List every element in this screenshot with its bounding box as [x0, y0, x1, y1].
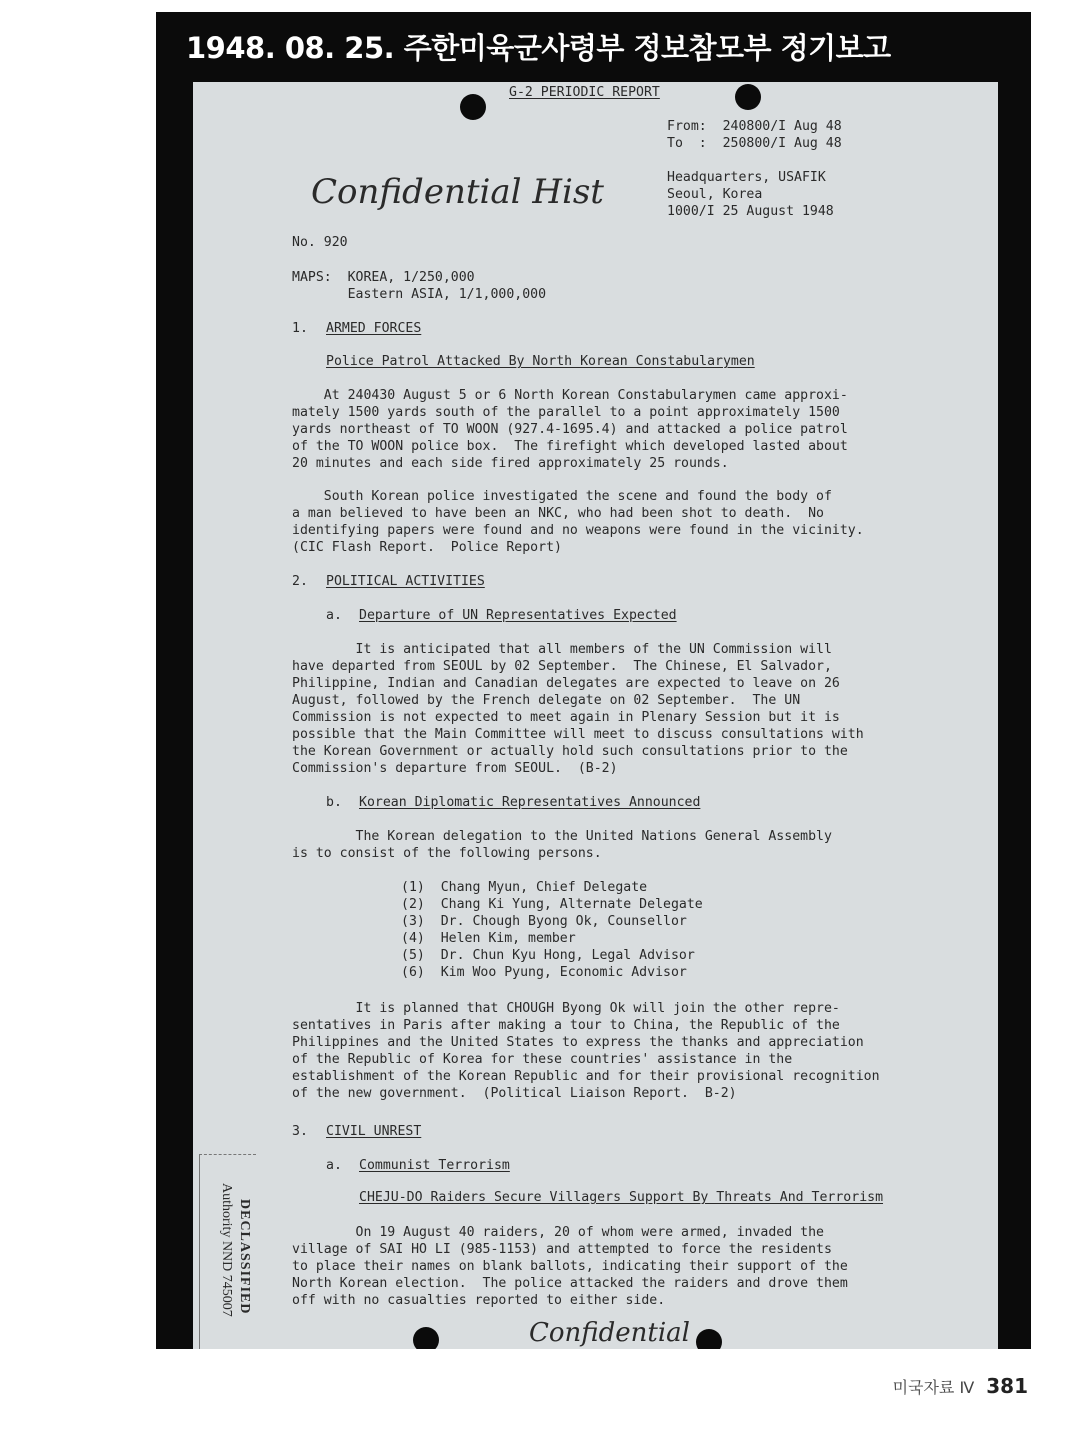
list-item: (3) Dr. Chough Byong Ok, Counsellor [401, 914, 687, 929]
subsection-title: Communist Terrorism [359, 1158, 510, 1173]
declassified-stamp [199, 1154, 256, 1349]
city-line: Seoul, Korea [667, 187, 763, 202]
handwritten-annotation: Confidential Hist [311, 172, 604, 212]
subsection-title: Police Patrol Attacked By North Korean Constabularymen [326, 354, 755, 369]
section-number: 2. [292, 574, 308, 589]
headquarters-line: Headquarters, USAFIK [667, 170, 826, 185]
section-title: ARMED FORCES [326, 321, 422, 336]
section-title: POLITICAL ACTIVITIES [326, 574, 485, 589]
to-line: To : 250800/I Aug 48 [667, 136, 842, 151]
paragraph: It is anticipated that all members of the UN Commission will have departed from SEOUL by 02 September. The Chinese, El Salvador, Philippine, Indian and Canadian delegates are expected to leave on 26 August, followed by the French delegate on 02 September. The UN Commission is not expected to meet again in Plenary Session but it is possible that the Main Committee will meet to discuss consultations with the Korean Government or actually hold such consultations prior to the Commission's departure from SEOUL. (B-2) [292, 642, 864, 776]
report-title: G-2 PERIODIC REPORT [509, 85, 660, 100]
punch-hole-icon [460, 94, 486, 120]
subsection-label: b. [326, 795, 342, 810]
punch-hole-icon [413, 1327, 439, 1349]
scanned-document [193, 82, 998, 1349]
paragraph: South Korean police investigated the scene and found the body of a man believed to have been an NKC, who had been shot to death. No identifying papers were found and no weapons were found in the vicinity. (CIC Flash Report. Police Report) [292, 489, 864, 555]
paragraph: The Korean delegation to the United Nations General Assembly is to consist of the following persons. [292, 829, 832, 861]
maps-line: MAPS: KOREA, 1/250,000 [292, 270, 475, 285]
paragraph: It is planned that CHOUGH Byong Ok will join the other repre- sentatives in Paris after making a tour to China, the Republic of the Philippines and the United States to express the thanks and appreciation of the Republic of Korea for these countries' assistance in the establishment of the Korean Republic and for their provisional recognition of the new government. (Political Liaison Report. B-2) [292, 1001, 880, 1101]
list-item: (5) Dr. Chun Kyu Hong, Legal Advisor [401, 948, 695, 963]
paragraph: At 240430 August 5 or 6 North Korean Constabularymen came approxi- mately 1500 yards south of the parallel to a point approximately 1500 yards northeast of TO WOON (927.4-1695.4) and attacked a police patrol of the TO WOON police box. The firefight which developed lasted about 20 minutes and each side fired approximately 25 rounds. [292, 388, 848, 471]
page-number: 381 [986, 1374, 1028, 1398]
punch-hole-icon [735, 84, 761, 110]
footer-label: 미국자료 Ⅳ [892, 1378, 975, 1397]
subsection-title: CHEJU-DO Raiders Secure Villagers Support By Threats And Terrorism [359, 1190, 884, 1205]
subsection-title: Korean Diplomatic Representatives Announced [359, 795, 701, 810]
date-line: 1000/I 25 August 1948 [667, 204, 834, 219]
list-item: (1) Chang Myun, Chief Delegate [401, 880, 648, 895]
page-footer [893, 1374, 1028, 1398]
report-number: No. 920 [292, 235, 348, 250]
subsection-label: a. [326, 608, 342, 623]
section-number: 1. [292, 321, 308, 336]
paragraph: On 19 August 40 raiders, 20 of whom were armed, invaded the village of SAI HO LI (985-1153) and attempted to force the residents to place their names on blank ballots, indicating their support of the North Korean election. The police attacked the raiders and drove them off with no casualties reported to either side. [292, 1225, 848, 1308]
list-item: (4) Helen Kim, member [401, 931, 576, 946]
list-item: (6) Kim Woo Pyung, Economic Advisor [401, 965, 687, 980]
section-title: CIVIL UNREST [326, 1124, 422, 1139]
stamp-text: Authority NND 745007 [219, 1183, 234, 1317]
subsection-title: Departure of UN Representatives Expected [359, 608, 677, 623]
stamp-text: DECLASSIFIED [237, 1199, 252, 1315]
punch-hole-icon [696, 1329, 722, 1349]
list-item: (2) Chang Ki Yung, Alternate Delegate [401, 897, 703, 912]
subsection-label: a. [326, 1158, 342, 1173]
handwritten-annotation: Confidential [529, 1318, 690, 1348]
maps-line: Eastern ASIA, 1/1,000,000 [292, 287, 547, 302]
page-header-title: 1948. 08. 25. 주한미육군사령부 정보참모부 정기보고 [186, 31, 891, 65]
from-line: From: 240800/I Aug 48 [667, 119, 842, 134]
section-number: 3. [292, 1124, 308, 1139]
